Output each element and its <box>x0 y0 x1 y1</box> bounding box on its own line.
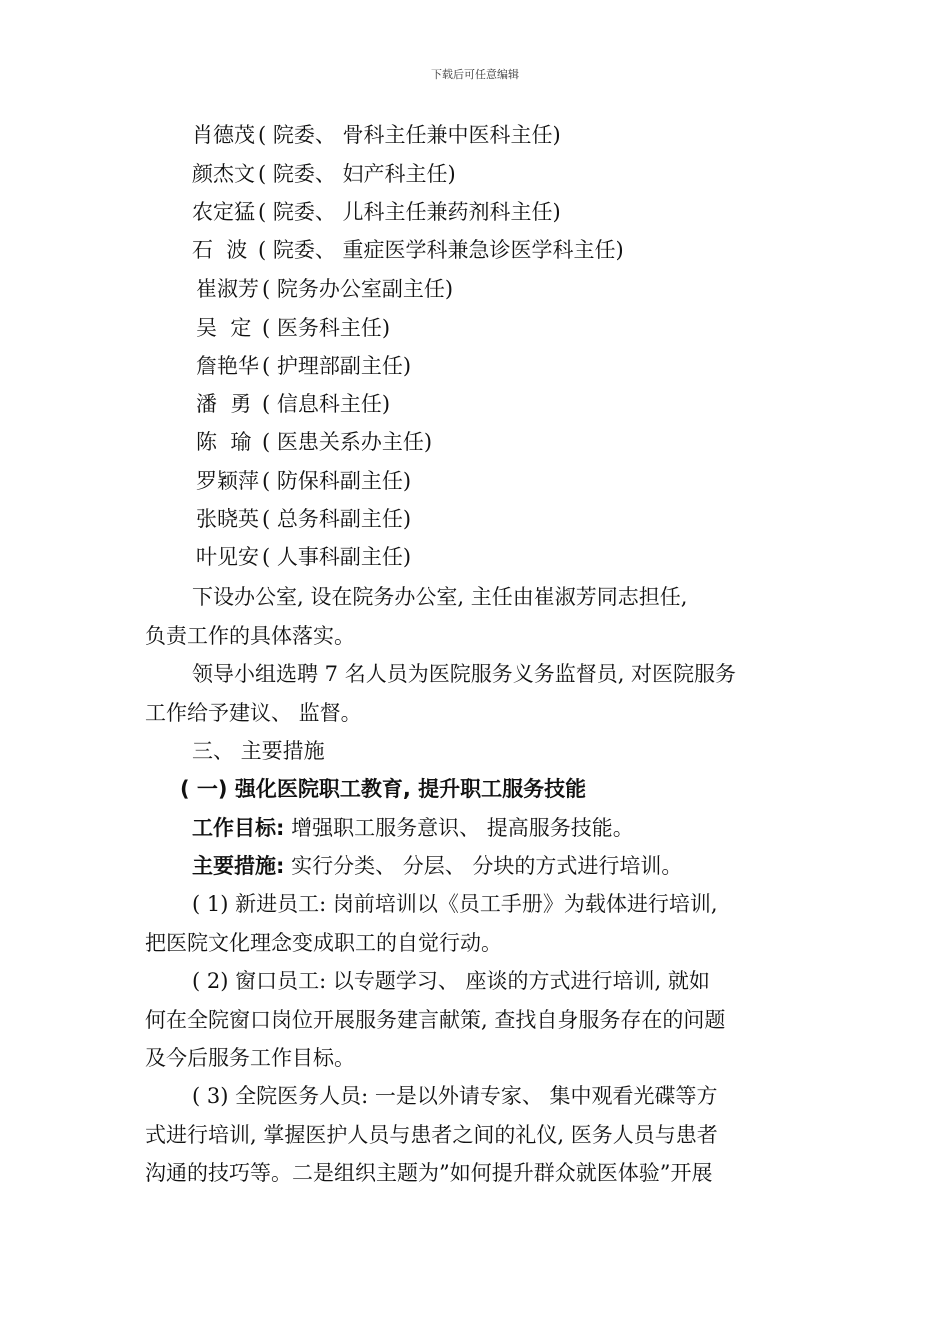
member-line <box>196 318 390 339</box>
member-name: 潘 勇 <box>196 392 252 416</box>
goal-text: 增强职工服务意识、 提高服务技能。 <box>284 816 634 840</box>
member-role: ( 总务科副主任) <box>262 507 412 531</box>
member-line <box>196 509 411 530</box>
goal-label: 工作目标: <box>192 816 285 840</box>
goal-line <box>192 818 634 839</box>
item-line: ( 1) 新进员工: 岗前培训以《员工手册》为载体进行培训, <box>192 892 718 916</box>
member-name: 叶见安 <box>196 545 259 569</box>
para-office-line: 负责工作的具体落实。 <box>145 624 355 648</box>
member-role: ( 院委、 重症医学科兼急诊医学科主任) <box>258 238 624 262</box>
member-name: 农定猛 <box>192 200 255 224</box>
member-role: ( 人事科副主任) <box>262 545 412 569</box>
member-line <box>192 164 456 185</box>
member-name: 颜杰文 <box>192 162 255 186</box>
member-line <box>196 356 411 377</box>
member-role: ( 院委、 妇产科主任) <box>258 162 456 186</box>
member-role: ( 医务科主任) <box>262 316 391 340</box>
para-supervisor-line: 领导小组选聘 7 名人员为医院服务义务监督员, 对医院服务 <box>192 662 737 686</box>
member-name: 吴 定 <box>196 316 252 340</box>
member-role: ( 信息科主任) <box>262 392 391 416</box>
member-role: ( 院务办公室副主任) <box>262 277 454 301</box>
section-heading: 三、 主要措施 <box>192 739 325 763</box>
measures-line <box>192 856 682 877</box>
member-name: 石 波 <box>192 238 248 262</box>
member-line <box>192 202 561 223</box>
member-line <box>192 125 561 146</box>
page-header: 下载后可任意编辑 <box>431 68 519 81</box>
para-supervisor-line: 工作给予建议、 监督。 <box>145 701 362 725</box>
item-line: 式进行培训, 掌握医护人员与患者之间的礼仪, 医务人员与患者 <box>145 1123 718 1147</box>
measures-label: 主要措施: <box>192 854 285 878</box>
member-role: ( 护理部副主任) <box>262 354 412 378</box>
item-line: 何在全院窗口岗位开展服务建言献策, 查找自身服务存在的问题 <box>145 1008 726 1032</box>
member-role: ( 院委、 儿科主任兼药剂科主任) <box>258 200 561 224</box>
item-line: ( 3) 全院医务人员: 一是以外请专家、 集中观看光碟等方 <box>192 1084 718 1108</box>
para-office-line: 下设办公室, 设在院务办公室, 主任由崔淑芳同志担任, <box>192 585 688 609</box>
member-name: 肖德茂 <box>192 123 255 147</box>
member-name: 陈 瑜 <box>196 430 252 454</box>
member-line <box>192 240 624 261</box>
member-line <box>196 547 411 568</box>
item-line: ( 2) 窗口员工: 以专题学习、 座谈的方式进行培训, 就如 <box>192 969 710 993</box>
member-line <box>196 394 390 415</box>
item-line: 沟通的技巧等。二是组织主题为”如何提升群众就医体验”开展 <box>145 1161 713 1185</box>
member-name: 罗颖萍 <box>196 469 259 493</box>
member-name: 崔淑芳 <box>196 277 259 301</box>
member-name: 张晓英 <box>196 507 259 531</box>
subsection-heading: ( 一) 强化医院职工教育, 提升职工服务技能 <box>180 777 587 801</box>
member-line <box>196 279 453 300</box>
member-role: ( 防保科副主任) <box>262 469 412 493</box>
measures-text: 实行分类、 分层、 分块的方式进行培训。 <box>284 854 683 878</box>
member-line <box>196 432 432 453</box>
member-role: ( 院委、 骨科主任兼中医科主任) <box>258 123 561 147</box>
member-line <box>196 471 411 492</box>
member-name: 詹艳华 <box>196 354 259 378</box>
item-line: 把医院文化理念变成职工的自觉行动。 <box>145 931 502 955</box>
item-line: 及今后服务工作目标。 <box>145 1046 355 1070</box>
member-role: ( 医患关系办主任) <box>262 430 433 454</box>
